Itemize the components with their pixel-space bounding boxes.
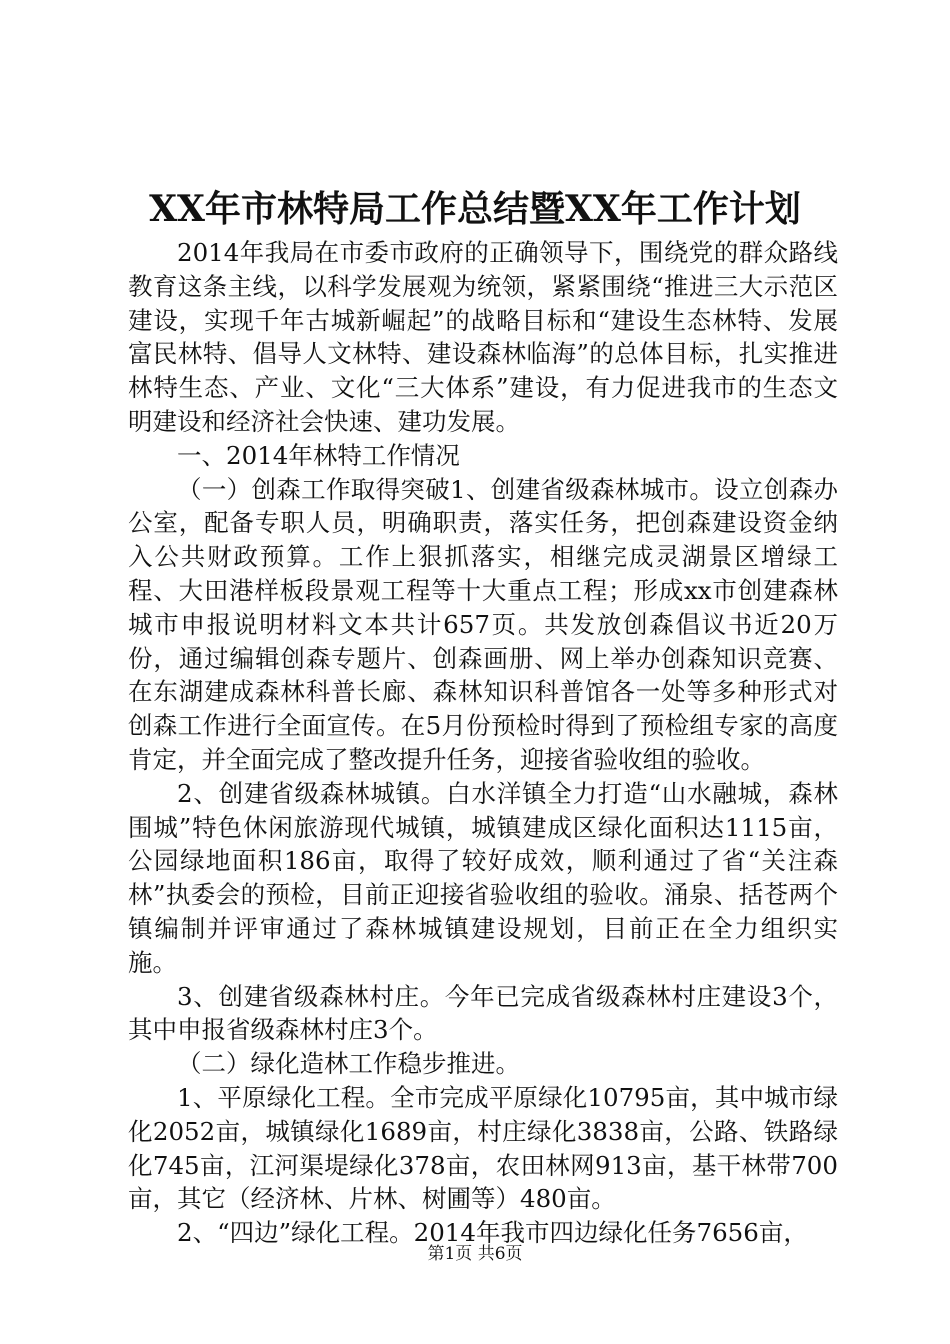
- intro-paragraph: 2014年我局在市委市政府的正确领导下，围绕党的群众路线教育这条主线，以科学发展观为统领，紧紧围绕“推进三大示范区建设，实现千年古城新崛起”的战略目标和“建设生态林特、发展富民林特、倡导人文林特、建设森林临海”的总体目标，扎实推进林特生态、产业、文化“三大体系”建设，有力促进我市的生态文明建设和经济社会快速、建功发展。: [128, 238, 838, 436]
- paragraph-plain-greening: 1、平原绿化工程。全市完成平原绿化10795亩，其中城市绿化2052亩，城镇绿化1689亩，村庄绿化3838亩，公路、铁路绿化745亩，江河渠堤绿化378亩，农田林网913亩，基干林带700亩，其它（经济林、片林、树圃等）480亩。: [128, 1082, 838, 1214]
- paragraph-forest-city: （一）创森工作取得突破1、创建省级森林城市。设立创森办公室，配备专职人员，明确职责，落实任务，把创森建设资金纳入公共财政预算。工作上狠抓落实，相继完成灵湖景区增绿工程、大田港样板段景观工程等十大重点工程；形成xx市创建森林城市申报说明材料文本共计657页。共发放创森倡议书近20万份，通过编辑创森专题片、创森画册、网上举办创森知识竞赛、在东湖建成森林科普长廊、森林知识科普馆各一处等多种形式对创森工作进行全面宣传。在5月份预检时得到了预检组专家的高度肯定，并全面完成了整改提升任务，迎接省验收组的验收。: [128, 474, 838, 774]
- page-number-footer: 第1页 共6页: [427, 1244, 523, 1264]
- document-title: XX年市林特局工作总结暨XX年工作计划: [149, 188, 801, 230]
- document-body: [128, 236, 838, 1250]
- paragraph-forest-village: 3、创建省级森林村庄。今年已完成省级森林村庄建设3个，其中申报省级森林村庄3个。: [128, 981, 838, 1045]
- paragraph-forest-town: 2、创建省级森林城镇。白水洋镇全力打造“山水融城，森林围城”特色休闲旅游现代城镇，城镇建成区绿化面积达1115亩，公园绿地面积186亩，取得了较好成效，顺利通过了省“关注森林”执委会的预检，目前正迎接省验收组的验收。涌泉、括苍两个镇编制并评审通过了森林城镇建设规划，目前正在全力组织实施。: [128, 778, 838, 977]
- section-heading-2014-work: 一、2014年林特工作情况: [177, 440, 460, 470]
- paragraph-four-sides-greening: 2、“四边”绿化工程。2014年我市四边绿化任务7656亩，: [177, 1218, 808, 1248]
- subheading-afforestation: （二）绿化造林工作稳步推进。: [177, 1049, 520, 1079]
